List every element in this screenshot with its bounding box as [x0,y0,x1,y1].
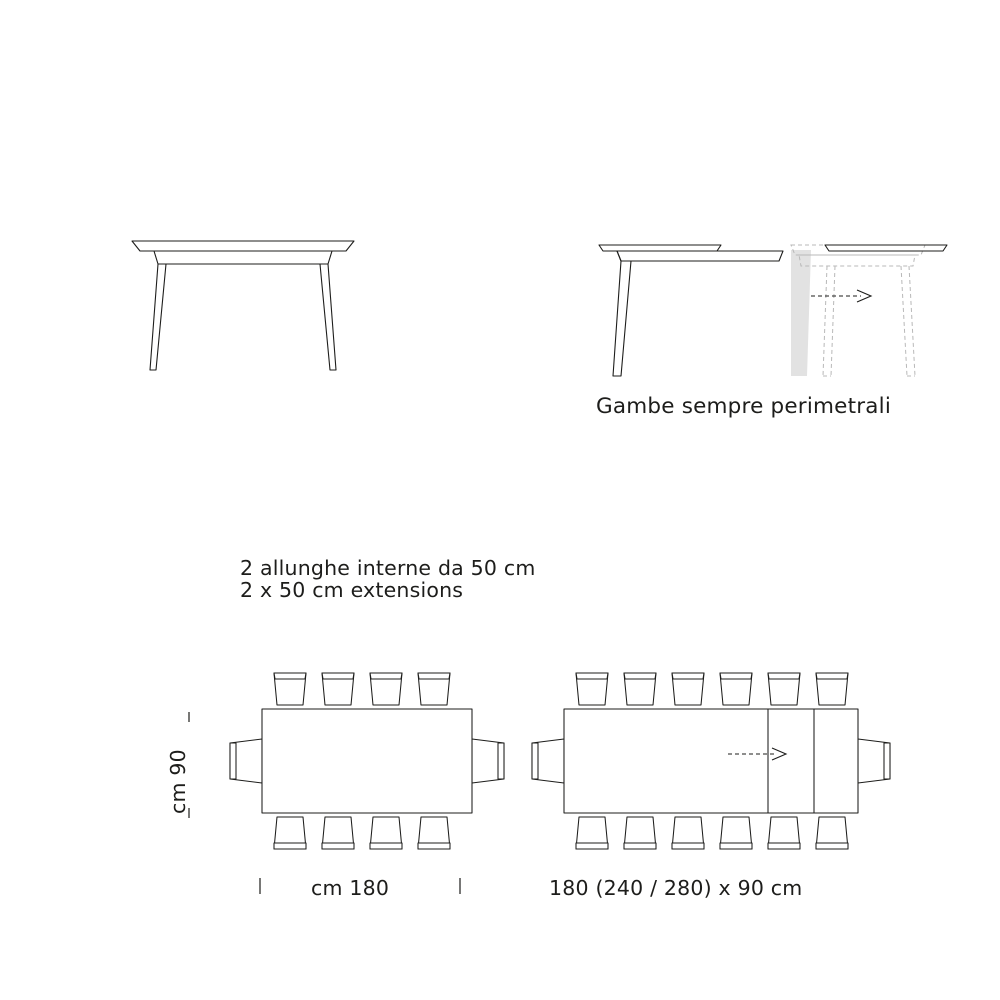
chair-bottom-row-extended [576,817,848,849]
depth-dimension-text: cm 90 [166,749,190,814]
leg-side-left [613,261,631,376]
top-view-closed [222,665,522,865]
chair-left-end-extended [532,739,564,783]
side-elevation-extended-view [595,228,955,408]
chair-right-end [472,739,504,783]
extension-leaf [617,251,783,261]
leg-front-right [320,264,336,370]
legs-note-label: Gambe sempre perimetrali [596,394,891,419]
extended-position-ghost [791,245,925,376]
top-view-extended [528,665,898,865]
chair-right-end-extended [858,739,890,783]
extension-arrow-icon [811,290,871,302]
depth-dimension-label [160,718,190,818]
width-closed-label: cm 180 [311,876,390,900]
extensions-label-en: 2 x 50 cm extensions [240,578,464,602]
chair-top-row-extended [576,673,848,705]
tabletop-side-left [599,245,721,251]
chair-left-end [230,739,262,783]
tabletop-plan-closed [262,709,472,813]
apron-front [154,251,332,264]
leg-motion-shadow [791,250,811,376]
chair-top-row [274,673,450,705]
tabletop-front [132,241,354,251]
extensions-label-it: 2 allunghe interne da 50 cm [240,556,536,580]
front-elevation-view [128,228,408,408]
tabletop-side-right [825,245,947,251]
leg-front-left [150,264,166,370]
chair-bottom-row [274,817,450,849]
dimensions-open-label: 180 (240 / 280) x 90 cm [549,876,803,900]
